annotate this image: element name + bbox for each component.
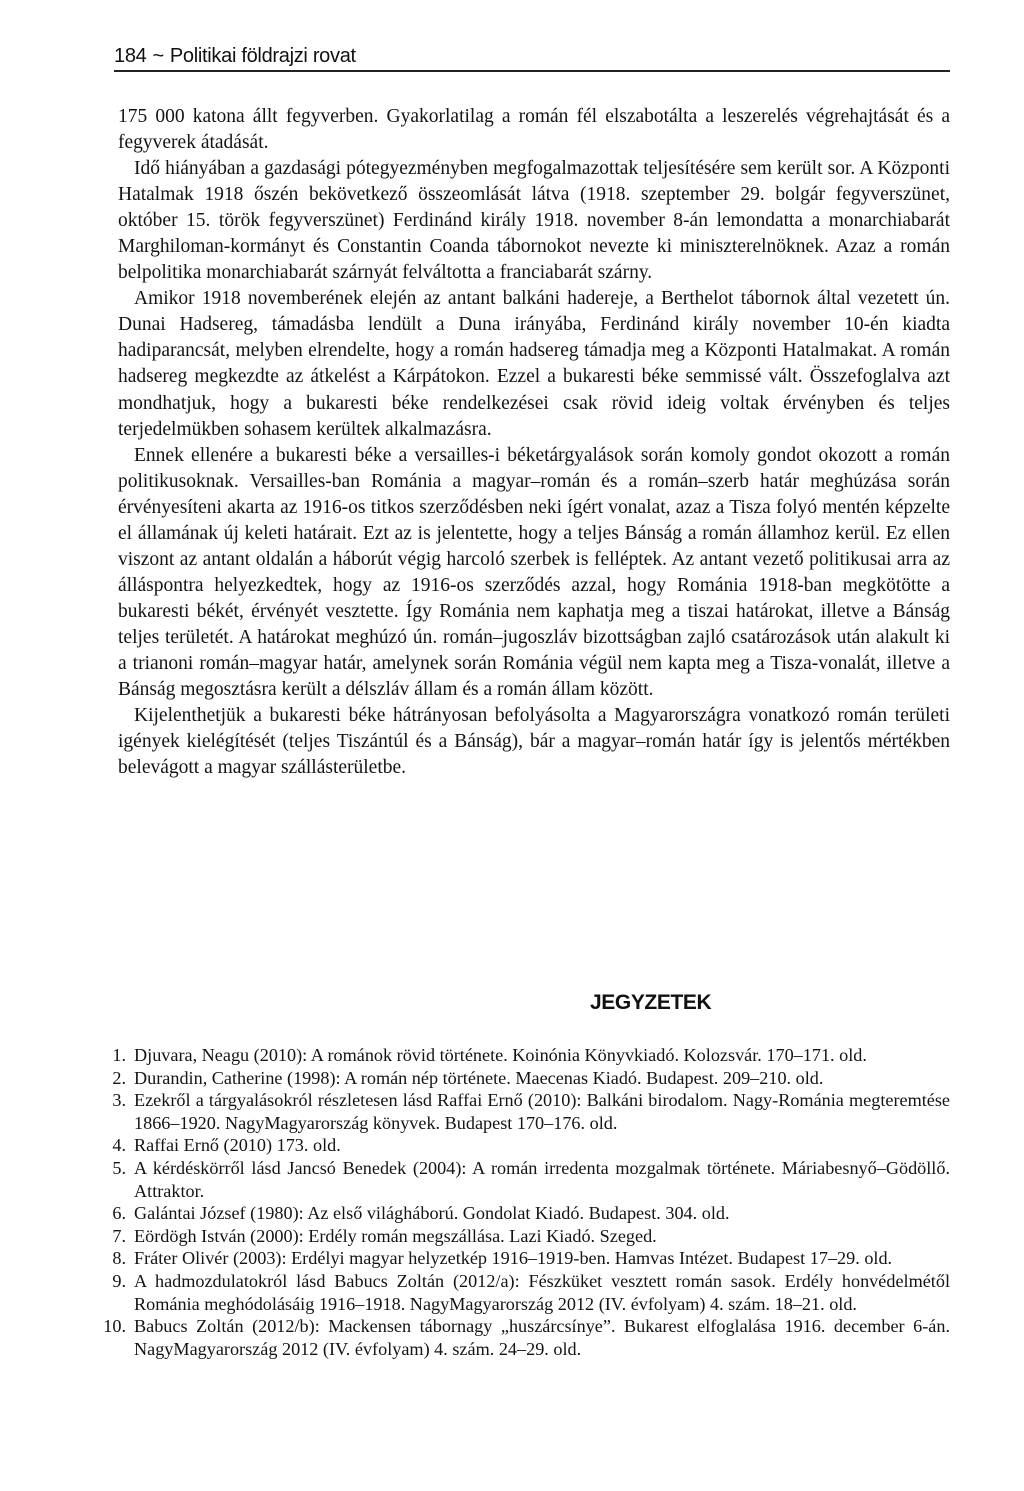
note-number: 5. <box>112 1157 126 1178</box>
article-body <box>118 104 950 781</box>
note-item <box>100 1134 950 1157</box>
note-number: 8. <box>112 1248 126 1269</box>
note-text: A hadmozdulatokról lásd Babucs Zoltán (2012/a): Fészküket vesztett román sasok. Erdély honvédelmétől Románia meghódolásáig 1916–1918. NagyMagyarország 2012 (IV. évfolyam) 4. szám. 18–21. old. <box>134 1270 950 1314</box>
note-item <box>100 1315 950 1360</box>
notes-heading: JEGYZETEK <box>590 991 712 1014</box>
notes-list <box>100 1044 950 1360</box>
note-number: 6. <box>112 1203 126 1224</box>
note-text: Babucs Zoltán (2012/b): Mackensen tábornagy „huszárcsínye”. Bukarest elfoglalása 1916. december 6-án. NagyMagyarország 2012 (IV. évfolyam) 4. szám. 24–29. old. <box>134 1316 950 1359</box>
note-text: Eördögh István (2000): Erdély román megszállása. Lazi Kiadó. Szeged. <box>134 1225 657 1246</box>
note-text: A kérdéskörről lásd Jancsó Benedek (2004): A román irredenta mozgalmak története. Máriabesnyő–Gödöllő. Attraktor. <box>134 1157 950 1201</box>
header-separator: ~ <box>152 45 164 67</box>
note-item <box>100 1270 950 1315</box>
note-text: Fráter Olivér (2003): Erdélyi magyar helyzetkép 1916–1919-ben. Hamvas Intézet. Budapest 17–29. old. <box>134 1248 893 1269</box>
paragraph: Ennek ellenére a bukaresti béke a versailles-i béketárgyalások során komoly gondot okozott a román politikusoknak. Versailles-ban Románia a magyar–román és a román–szerb határ meghúzása során érvényesíteni akarta az 1916-os titkos szerződésben neki ígért vonalat, azaz a Tisza folyó mentén képzelte el államának új keleti határait. Ezt az is jelentette, hogy a teljes Bánság a román államhoz kerül. Ez ellen viszont az antant oldalán a háborút végig harcoló szerbek is felléptek. Az antant vezető politikusai arra az álláspontra helyezkedtek, hogy az 1916-os szerződés azzal, hogy Románia 1918-ban megkötötte a bukaresti békét, érvényét vesztette. Így Románia nem kaphatja meg a tiszai határokat, illetve a Bánság teljes területét. A határokat meghúzó ún. román–jugoszláv bizottságban zajló csatározások után alakult ki a trianoni román–magyar határ, amelynek során Románia végül nem kapta meg a Tisza-vonalát, illetve a Bánság megosztásra került a délszláv állam és a román állam között. <box>118 444 950 701</box>
note-number: 7. <box>112 1225 126 1246</box>
note-text: Ezekről a tárgyalásokról részletesen lásd Raffai Ernő (2010): Balkáni birodalom. Nagy-Románia megteremtése 1866–1920. NagyMagyarország könyvek. Budapest 170–176. old. <box>134 1090 950 1133</box>
paragraph: 175 000 katona állt fegyverben. Gyakorlatilag a román fél elszabotálta a leszerelés végrehajtását és a fegyverek átadását. <box>118 106 950 154</box>
paragraph: Amikor 1918 novemberének elején az antant balkáni hadereje, a Berthelot tábornok által vezetett ún. Dunai Hadsereg, támadásba lendült a Duna irányába, Ferdinánd király november 10-én kiadta hadiparancsát, melyben elrendelte, hogy a román hadsereg támadja meg a Központi Hatalmakat. A román hadsereg megkezdte az átkelést a Kárpátokon. Ezzel a bukaresti béke semmissé vált. Összefoglalva azt mondhatjuk, hogy a bukaresti béke rendelkezései csak rövid ideig voltak érvényben és teljes terjedelmükben sohasem kerültek alkalmazásra. <box>118 288 950 440</box>
note-text: Djuvara, Neagu (2010): A románok rövid története. Koinónia Könyvkiadó. Kolozsvár. 170–171. old. <box>134 1045 867 1065</box>
note-number: 10. <box>103 1316 126 1337</box>
note-item <box>100 1089 950 1134</box>
header-rule <box>114 70 950 72</box>
section-title: Politikai földrajzi rovat <box>169 45 356 67</box>
note-text: Durandin, Catherine (1998): A román nép története. Maecenas Kiadó. Budapest. 209–210. old. <box>134 1067 824 1088</box>
note-number: 9. <box>112 1270 126 1291</box>
note-number: 1. <box>112 1045 126 1065</box>
note-item <box>100 1067 950 1090</box>
note-text: Galántai József (1980): Az első világháború. Gondolat Kiadó. Budapest. 304. old. <box>134 1203 730 1224</box>
note-text: Raffai Ernő (2010) 173. old. <box>134 1135 341 1156</box>
note-number: 3. <box>112 1090 126 1111</box>
note-item <box>100 1202 950 1225</box>
page-number: 184 <box>114 45 147 67</box>
note-number: 4. <box>112 1135 126 1156</box>
note-item <box>100 1225 950 1248</box>
note-number: 2. <box>112 1067 126 1088</box>
paragraph: Idő hiányában a gazdasági pótegyezményben megfogalmazottak teljesítésére sem került sor. A Központi Hatalmak 1918 őszén bekövetkező összeomlását látva (1918. szeptember 29. bolgár fegyverszünet, október 15. török fegyverszünet) Ferdinánd király 1918. november 8-án lemondatta a monarchiabarát Marghiloman-kormányt és Constantin Coanda tábornokot nevezte ki miniszterelnöknek. Azaz a román belpolitika monarchiabarát szárnyát felváltotta a franciabarát szárny. <box>118 158 950 284</box>
note-item <box>100 1247 950 1270</box>
paragraph: Kijelenthetjük a bukaresti béke hátrányosan befolyásolta a Magyarországra vonatkozó román területi igények kielégítését (teljes Tiszántúl és a Bánság), bár a magyar–román határ így is jelentős mértékben belevágott a magyar szállásterületbe. <box>118 705 950 779</box>
note-item <box>100 1157 950 1202</box>
running-header <box>114 44 950 68</box>
note-item <box>100 1044 950 1067</box>
